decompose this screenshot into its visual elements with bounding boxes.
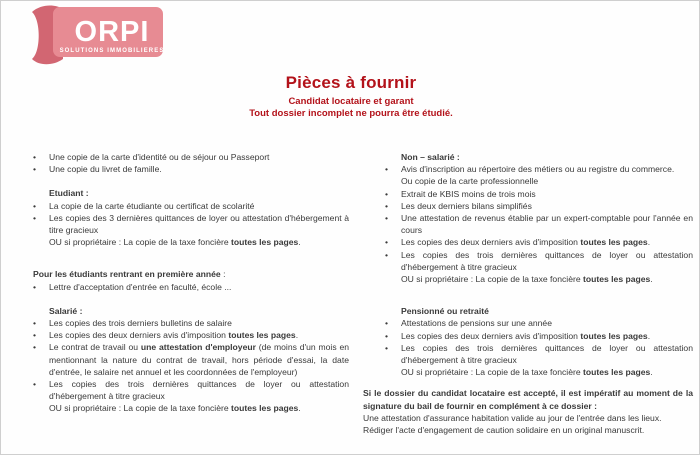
list-item [29,200,349,212]
list-item [29,212,349,249]
text-run: Avis d'inscription au répertoire des métiers ou au registre du commerce. [401,164,675,175]
list-item-text [49,163,349,175]
bullet-icon: • [385,200,389,211]
section-heading [401,151,693,163]
text-run: . [650,274,653,285]
document-header [1,73,700,119]
list-item-text [49,212,349,249]
bullet-list [29,151,349,175]
section-heading [401,305,693,317]
text-run: toutes les pages [583,274,651,285]
list-item [381,212,693,236]
text-run: OU si propriétaire : La copie de la taxe foncière [401,274,583,285]
list-item [381,317,693,329]
list-item-text [49,378,349,415]
text-run: Les copies des deux derniers avis d'imposition [401,330,581,341]
text-run: toutes les pages [228,330,296,341]
text-run: Les deux derniers bilans simplifiés [401,200,532,211]
bullet-icon: • [385,330,389,341]
list-item-text [401,200,693,212]
list-item-text [401,330,693,342]
list-item-text [401,236,693,248]
bullet-icon: • [33,152,37,162]
bullet-icon: • [385,164,389,175]
closing-paragraph [363,387,693,436]
text-run: Pour les étudiants rentrant en première année [33,269,221,280]
list-item-text [49,151,349,163]
list-item-text [401,188,693,200]
list-item [381,200,693,212]
list-item [381,330,693,342]
text-run: toutes les pages [583,367,651,378]
list-item [29,341,349,378]
list-item [29,163,349,175]
text-run: OU si propriétaire : La copie de la taxe foncière [49,237,231,248]
orpi-logo [15,1,165,67]
text-run: Ou copie de la carte professionnelle [401,176,539,187]
list-item-text [49,341,349,378]
list-item [29,317,349,329]
page-title: Pièces à fournir [285,73,417,92]
text-run: Lettre d'acceptation d'entrée en faculté, école ... [49,281,232,292]
bullet-icon: • [33,281,37,292]
section-heading [49,305,349,317]
text-run: . [295,330,299,341]
orpi-tagline-text: SOLUTIONS IMMOBILIERES [59,48,165,54]
text-run: Les copies des trois derniers bulletins de salaire [49,318,232,329]
text-run: La copie de la carte étudiante ou certificat de scolarité [49,200,255,211]
text-run: OU si propriétaire : La copie de la taxe foncière [49,403,231,414]
list-item-text [49,281,349,293]
bullet-icon: • [385,318,389,329]
text-run: OU si propriétaire : La copie de la taxe foncière [401,367,583,378]
text-run: Extrait de KBIS moins de trois mois [401,188,536,199]
text-run: Les copies des deux derniers avis d'imposition [49,330,229,341]
section-heading [33,268,349,280]
text-run: Une copie du livret de famille. [49,164,162,175]
text-run: toutes les pages [580,330,648,341]
text-run: Les copies des trois dernières quittances de loyer ou attestation d'hébergement à titre gracieux [49,379,349,402]
bullet-icon: • [385,213,389,224]
list-item [29,281,349,293]
text-run: Si le dossier du candidat locataire est accepté, il est impératif au moment de la signature du bail de fournir en complément à ce dossier : [363,388,693,411]
text-run: . [647,237,651,248]
bullet-icon: • [33,164,37,175]
text-run: . [650,367,653,378]
bullet-list [381,163,693,285]
text-run: Non – salarié : [401,152,460,162]
text-run: . [298,237,301,248]
bullet-list [29,281,349,293]
text-run: . [647,330,651,341]
right-column [363,151,693,436]
text-run: Une copie de la carte d'identité ou de séjour ou Passeport [49,152,270,162]
subtitle-line-1: Candidat locataire et garant [288,96,414,107]
left-column [29,151,349,415]
bullet-icon: • [385,249,389,260]
list-item [381,163,693,187]
bullet-icon: • [33,379,37,390]
text-run: Etudiant : [49,188,89,199]
list-item-text [401,249,693,286]
bullet-icon: • [33,342,37,353]
text-run: : [220,269,226,280]
text-run: Salarié : [49,305,83,316]
text-run: Le contrat de travail ou [49,342,141,353]
bullet-list [381,317,693,378]
bullet-icon: • [385,188,389,199]
list-item-text [401,317,693,329]
list-item [381,249,693,286]
list-item-text [49,329,349,341]
text-run: toutes les pages [580,237,648,248]
bullet-icon: • [33,212,37,223]
text-run: . [298,403,301,414]
bullet-list [29,317,349,415]
list-item [381,188,693,200]
list-item [381,342,693,379]
bullet-list [29,200,349,249]
text-run: Les copies des trois dernières quittances de loyer ou attestation d'hébergement à titre gracieux [401,342,693,366]
orpi-brand-text: ORPI [74,16,150,48]
text-run: Les copies des deux derniers avis d'imposition [401,237,581,248]
list-item-text [401,163,693,187]
text-run: Attestations de pensions sur une année [401,318,552,329]
list-item [29,378,349,415]
subtitle-line-2: Tout dossier incomplet ne pourra être étudié. [249,108,453,119]
text-run: Les copies des 3 dernières quittances de loyer ou attestation d'hébergement à titre gracieux [49,212,349,236]
bullet-icon: • [33,330,37,341]
bullet-icon: • [33,200,37,211]
text-run: Pensionné ou retraité [401,306,489,317]
text-run: toutes les pages [231,237,299,248]
list-item-text [401,342,693,379]
text-run: Les copies des trois dernières quittances de loyer ou attestation d'hébergement à titre gracieux [401,249,693,272]
list-item [29,151,349,163]
section-heading [49,187,349,199]
list-item-text [49,317,349,329]
text-run: toutes les pages [231,403,299,414]
bullet-icon: • [385,237,389,248]
bullet-icon: • [33,318,37,329]
list-item-text [49,200,349,212]
list-item [29,329,349,341]
text-run: (de moins d'un mois en mentionnant la nature du contrat de travail, hors période d'essai, la date d'entrée, le salaire net annuel et les coordonnées de l'employeur) [49,342,349,377]
list-item [381,236,693,248]
text-run: une attestation d'employeur [140,342,256,353]
bullet-icon: • [385,342,389,353]
text-run: Une attestation d'assurance habitation valide au jour de l'entrée dans les lieux. [363,412,662,423]
list-item-text [401,212,693,236]
text-run: Rédiger l'acte d'engagement de caution solidaire en un original manuscrit. [363,425,645,436]
text-run: Une attestation de revenus établie par un expert-comptable pour l'année en cours [401,213,693,236]
